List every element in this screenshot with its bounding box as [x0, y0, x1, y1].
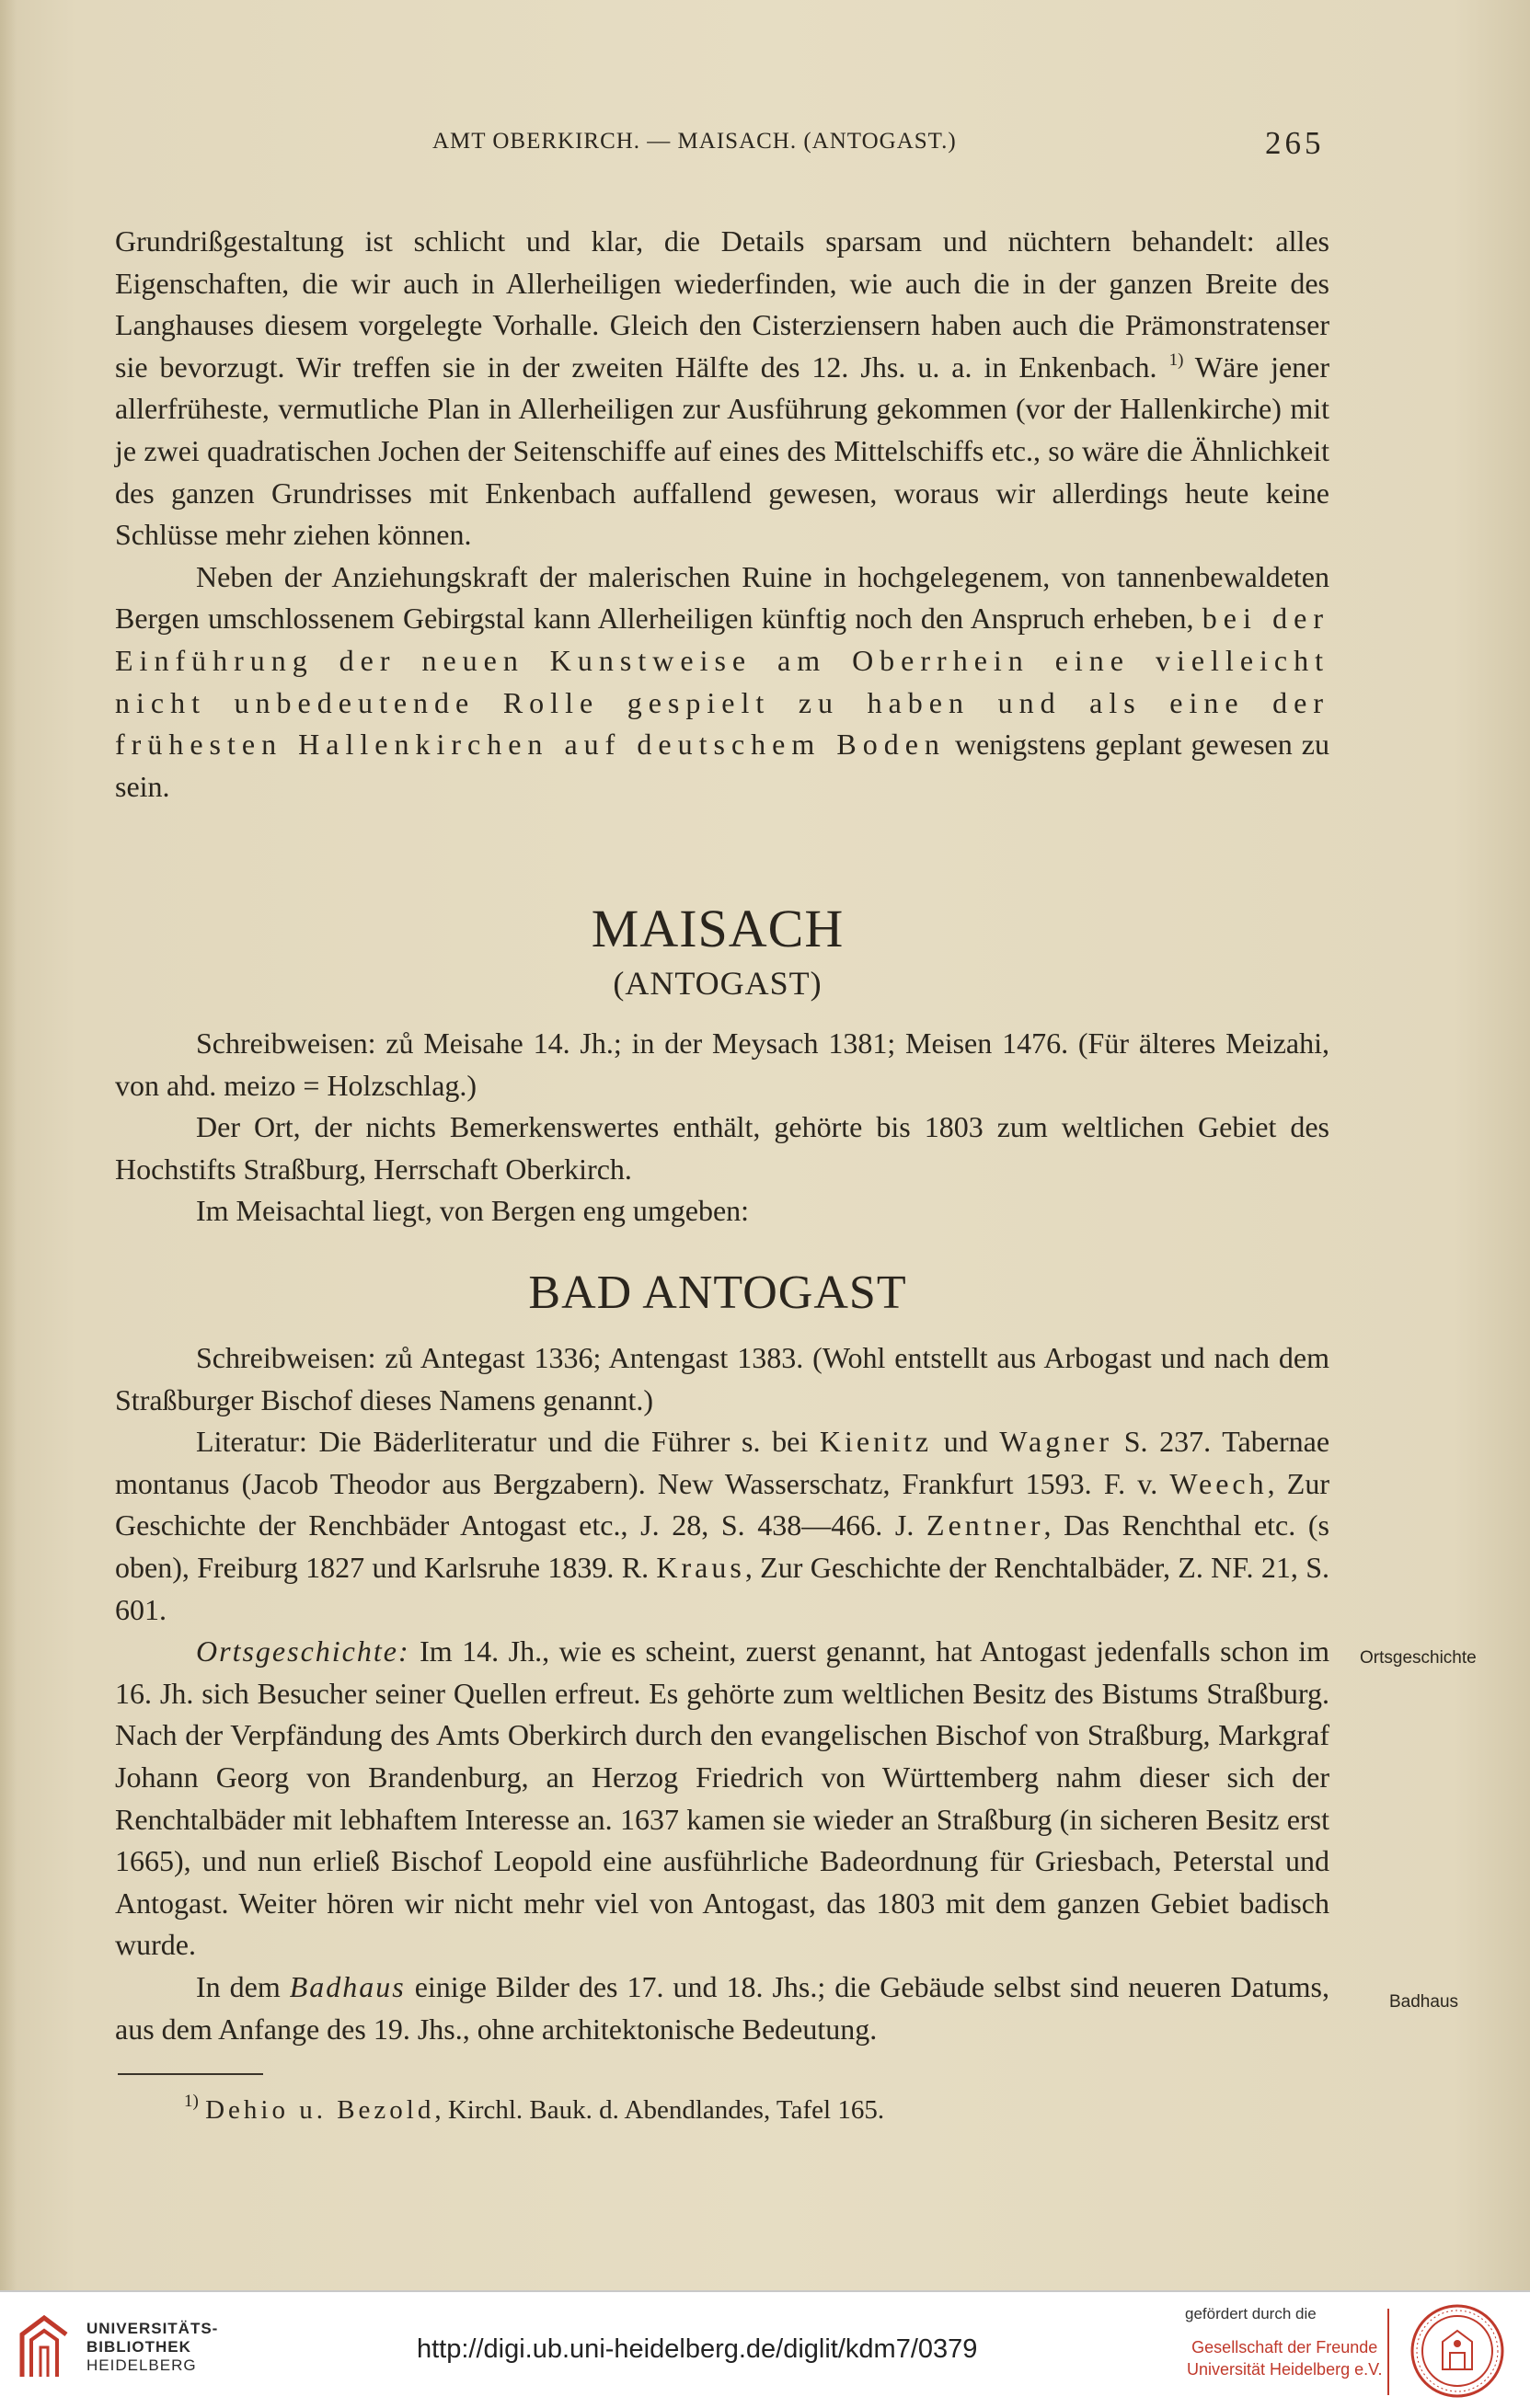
intro-p1-text-cont: Wäre jener allerfrüheste, vermutliche Plan in Allerheiligen zur Ausführung gekommen (vor der Hallenkirche) mit je zwei quadratischen Jochen der Seitenschiffe auf eines des Mittelschiffs etc., so wäre die Ähnlichkeit des ganzen Grundrisses mit Enkenbach auffallend gewesen, woraus wir allerdings heute keine Schlüsse mehr ziehen können. [115, 350, 1330, 552]
intro-p2-spaced-emphasis: bei der Einführung der neuen Kunstweise am Oberrhein eine vielleicht nicht unbedeutende Rolle gespielt zu haben und als eine der frühesten Hallenkirchen auf deutschem Boden [115, 602, 1330, 762]
intro-section [115, 221, 1329, 808]
lit-author: Zentner [926, 1508, 1044, 1542]
library-name-line: HEIDELBERG [86, 2356, 197, 2374]
footnote-mark: 1) [184, 2092, 199, 2111]
lit-text: , Das Renchthal etc. (s oben), Freiburg 1827 und Karlsruhe 1839. R. [115, 1508, 1330, 1584]
badhaus-text-cont: einige Bilder des 17. und 18. Jhs.; die Gebäude selbst sind neueren Datums, aus dem Anfange des 19. Jhs., ohne architektonische Bedeutung. [115, 1969, 1329, 2046]
lit-text: , Zur Geschichte der Renchbäder Antogast etc., J. 28, S. 438—466. J. [115, 1466, 1330, 1542]
intro-paragraph-2 [115, 556, 1329, 808]
lit-text: und [932, 1425, 1000, 1459]
footnote-divider [118, 2073, 263, 2075]
intro-paragraph-1 [115, 221, 1329, 556]
section-title-bad-antogast: BAD ANTOGAST [528, 1267, 907, 1319]
library-name [86, 2320, 218, 2375]
badhaus-label: Badhaus [289, 1969, 406, 2003]
sponsor-divider [1387, 2309, 1389, 2395]
section-subtitle-antogast: (ANTOGAST) [613, 965, 823, 1002]
ortsgeschichte-text: Im 14. Jh., wie es scheint, zuerst genannt, hat Antogast jedenfalls schon im 16. Jh. sich Besucher seiner Quellen erfreut. Es gehörte zum weltlichen Besitz des Bistums Straßburg. Nach der Verpfändung des Amts Oberkirch durch den evangelischen Bischof von Straßburg, Markgraf Johann Georg von Brandenburg, an Herzog Friedrich von Württemberg nahm dieser sich der Renchtalbäder mit lebhaftem Interesse an. 1637 kamen sie wieder an Straßburg (in sicheren Besitz erst 1665), und nun erließ Bischof Leopold eine ausführliche Badeordnung für Griesbach, Peterstal und Antogast. Weiter hören wir nicht mehr viel von Antogast, das 1803 mit dem ganzen Gebiet badisch wurde. [115, 1634, 1329, 1962]
lit-text: S. 237. Tabernae montanus (Jacob Theodor aus Bergzabern). New Wasserschatz, Frankfurt 1593. F. v. [115, 1425, 1330, 1500]
intro-p1-text: Grundrißgestaltung ist schlicht und klar, die Details sparsam und nüchtern behandelt: alles Eigenschaften, die wir auch in Allerheiligen wiederfinden, wie auch die in der ganzen Breite des Langhauses diesem vorgelegte Vorhalle. Gleich den Cisterziensern haben auch die Prämonstratenser sie bevorzugt. Wir treffen sie in der zweiten Hälfte des 12. Jhs. u. a. in Enkenbach. [115, 224, 1329, 384]
sponsor-line: Gesellschaft der Freunde [1191, 2338, 1378, 2356]
footnote [184, 2092, 885, 2126]
lit-text: Literatur: Die Bäderliteratur und die Führer s. bei [196, 1425, 820, 1459]
footnote-author: Dehio u. Bezold [205, 2095, 435, 2125]
page-number: 265 [1265, 125, 1325, 161]
margin-note-ortsgeschichte: Ortsgeschichte [1360, 1648, 1477, 1668]
digital-library-footer [0, 2290, 1530, 2408]
lit-author: Kienitz [819, 1425, 933, 1459]
bad-schreibweisen: Schreibweisen: zů Antegast 1336; Antengast 1383. (Wohl entstellt aus Arbogast und nach dem Straßburger Bischof dieses Namens genannt.) [115, 1341, 1329, 1416]
bad-literatur [115, 1421, 1329, 1631]
footnote-text: , Kirchl. Bauk. d. Abendlandes, Tafel 165. [434, 2095, 885, 2125]
bad-antogast-section [115, 1337, 1329, 2050]
sponsor-line: Universität Heidelberg e.V. [1187, 2360, 1383, 2379]
sponsor-name [1187, 2336, 1382, 2380]
footnote-ref[interactable]: 1) [1168, 350, 1184, 370]
maisach-ort: Der Ort, der nichts Bemerkenswertes enthält, gehörte bis 1803 zum weltlichen Gebiet des Hochstifts Straßburg, Herrschaft Oberkirch. [115, 1110, 1329, 1186]
lit-author: Kraus [656, 1550, 745, 1584]
university-library-logo-icon [17, 2312, 72, 2382]
bad-ortsgeschichte [115, 1631, 1329, 1967]
maisach-tal: Im Meisachtal liegt, von Bergen eng umgeben: [196, 1194, 750, 1228]
bad-badhaus [115, 1967, 1329, 2050]
sponsor-label: gefördert durch die [1185, 2305, 1317, 2322]
ortsgeschichte-label: Ortsgeschichte: [196, 1634, 410, 1668]
library-name-line: UNIVERSITÄTS- [86, 2320, 219, 2337]
permalink-url[interactable]: http://digi.ub.uni-heidelberg.de/diglit/kdm7/0379 [417, 2334, 978, 2364]
badhaus-text: In dem [196, 1969, 290, 2003]
university-seal-icon [1409, 2303, 1505, 2399]
lit-author: Weech [1169, 1466, 1268, 1500]
intro-p2-text: Neben der Anziehungskraft der malerischen Ruine in hochgelegenem, von tannenbewaldeten Bergen umschlossenem Gebirgstal kann Allerheiligen künftig noch den Anspruch erheben, [115, 559, 1329, 636]
margin-note-badhaus: Badhaus [1389, 1992, 1459, 2012]
lit-author: Wagner [999, 1425, 1113, 1459]
section-title-maisach: MAISACH [591, 899, 845, 958]
maisach-section [115, 1023, 1329, 1233]
library-name-line: BIBLIOTHEK [86, 2338, 191, 2356]
intro-p2-text-end: wenigstens geplant gewesen zu sein. [115, 728, 1330, 803]
maisach-schreibweisen: Schreibweisen: zů Meisahe 14. Jh.; in der Meysach 1381; Meisen 1476. (Für älteres Meizahi, von ahd. meizo = Holzschlag.) [115, 1026, 1329, 1102]
lit-text: , Zur Geschichte der Renchtalbäder, Z. NF. 21, S. 601. [115, 1550, 1329, 1626]
running-head: AMT OBERKIRCH. — MAISACH. (ANTOGAST.) [432, 129, 957, 154]
